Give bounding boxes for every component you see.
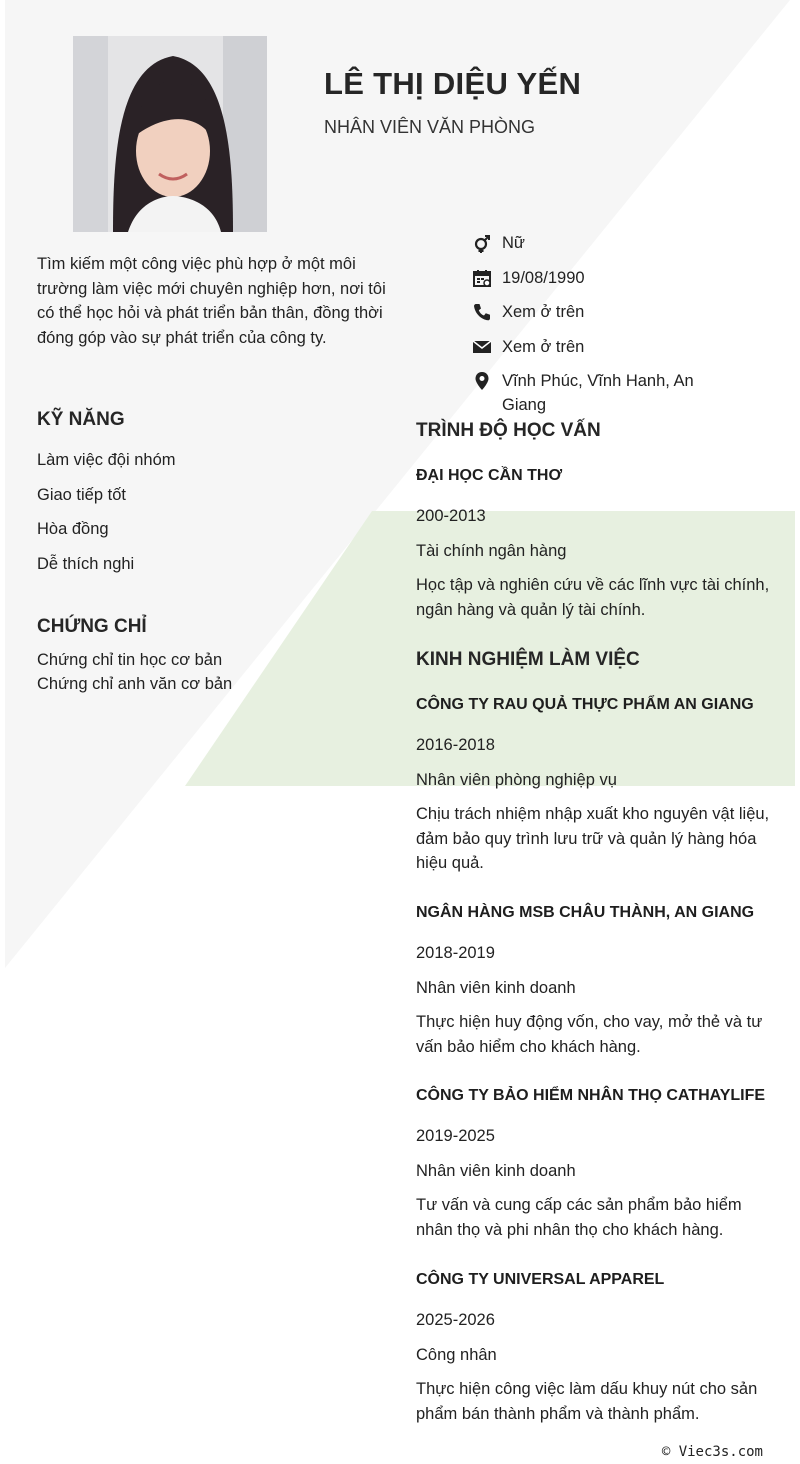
job-role: Công nhân <box>416 1345 497 1364</box>
company-name: CÔNG TY BẢO HIỂM NHÂN THỌ CATHAYLIFE <box>416 1087 766 1104</box>
candidate-position: NHÂN VIÊN VĂN PHÒNG <box>324 117 536 137</box>
education-major: Tài chính ngân hàng <box>416 541 567 560</box>
email-icon <box>472 335 502 359</box>
skills-title: KỸ NĂNG <box>37 409 125 430</box>
skill-item: Làm việc đội nhóm <box>37 451 176 469</box>
info-birthday <box>472 266 732 290</box>
gender-value: Nữ <box>502 234 525 252</box>
job-description: Chịu trách nhiệm nhập xuất kho nguyên vật liệu, đảm bảo quy trình lưu trữ và quản lý hàng hóa hiệu quả. <box>416 805 770 872</box>
info-phone <box>472 300 732 324</box>
info-email <box>472 335 732 359</box>
email-value: Xem ở trên <box>502 337 585 356</box>
skill-item: Hòa đồng <box>37 520 109 539</box>
education-description: Học tập và nghiên cứu về các lĩnh vực tài chính, ngân hàng và quản lý tài chính. <box>416 576 770 619</box>
job-years: 2025-2026 <box>416 1311 495 1329</box>
certificate-item: Chứng chỉ anh văn cơ bản <box>37 675 233 693</box>
company-name: NGÂN HÀNG MSB CHÂU THÀNH, AN GIANG <box>416 904 755 921</box>
job-years: 2019-2025 <box>416 1127 495 1145</box>
address-value: Vĩnh Phúc, Vĩnh Hanh, An Giang <box>502 372 694 414</box>
education-years: 200-2013 <box>416 507 486 525</box>
phone-value: Xem ở trên <box>502 303 585 321</box>
profile-photo <box>73 36 267 232</box>
company-name: CÔNG TY RAU QUẢ THỰC PHẨM AN GIANG <box>416 696 754 713</box>
job-entry <box>416 1271 776 1426</box>
job-entry <box>416 904 776 1059</box>
info-address <box>472 369 732 417</box>
job-description: Tư vấn và cung cấp các sản phẩm bảo hiểm nhân thọ và phi nhân thọ cho khách hàng. <box>416 1196 742 1239</box>
skill-item: Dễ thích nghi <box>37 555 135 574</box>
education-title: TRÌNH ĐỘ HỌC VẤN <box>416 420 601 441</box>
birthday-value: 19/08/1990 <box>502 268 585 287</box>
job-years: 2016-2018 <box>416 736 495 754</box>
job-description: Thực hiện công việc làm dấu khuy nút cho sản phẩm bán thành phẩm và thành phẩm. <box>416 1380 758 1423</box>
footer-credit: © Viec3s.com <box>661 1444 763 1460</box>
personal-info <box>472 231 732 428</box>
job-role: Nhân viên kinh doanh <box>416 978 576 997</box>
job-entry <box>416 1087 776 1242</box>
experience-title: KINH NGHIỆM LÀM VIỆC <box>416 649 640 670</box>
certificates-title: CHỨNG CHỈ <box>37 616 147 637</box>
phone-icon <box>472 300 502 324</box>
company-name: CÔNG TY UNIVERSAL APPAREL <box>416 1271 665 1288</box>
calendar-icon <box>472 266 502 290</box>
education-entry <box>416 467 776 622</box>
location-icon <box>472 369 502 393</box>
job-role: Nhân viên phòng nghiệp vụ <box>416 770 617 789</box>
career-objective: Tìm kiếm một công việc phù hợp ở một môi trường làm việc mới chuyên nghiệp hơn, nơi tôi có thể học hỏi và phát triển bản thân, đồng thời đóng góp vào sự phát triển của công ty. <box>37 255 386 347</box>
certificate-item: Chứng chỉ tin học cơ bản <box>37 651 223 669</box>
gender-icon <box>472 231 502 255</box>
school-name: ĐẠI HỌC CẦN THƠ <box>416 467 563 484</box>
job-description: Thực hiện huy động vốn, cho vay, mở thẻ và tư vấn bảo hiểm cho khách hàng. <box>416 1013 763 1056</box>
info-gender <box>472 231 732 255</box>
skills-list <box>37 451 176 590</box>
certificates-list <box>37 651 232 699</box>
job-role: Nhân viên kinh doanh <box>416 1161 576 1180</box>
job-years: 2018-2019 <box>416 944 495 962</box>
candidate-name: LÊ THỊ DIỆU YẾN <box>324 66 582 101</box>
skill-item: Giao tiếp tốt <box>37 485 126 504</box>
job-entry <box>416 696 776 876</box>
